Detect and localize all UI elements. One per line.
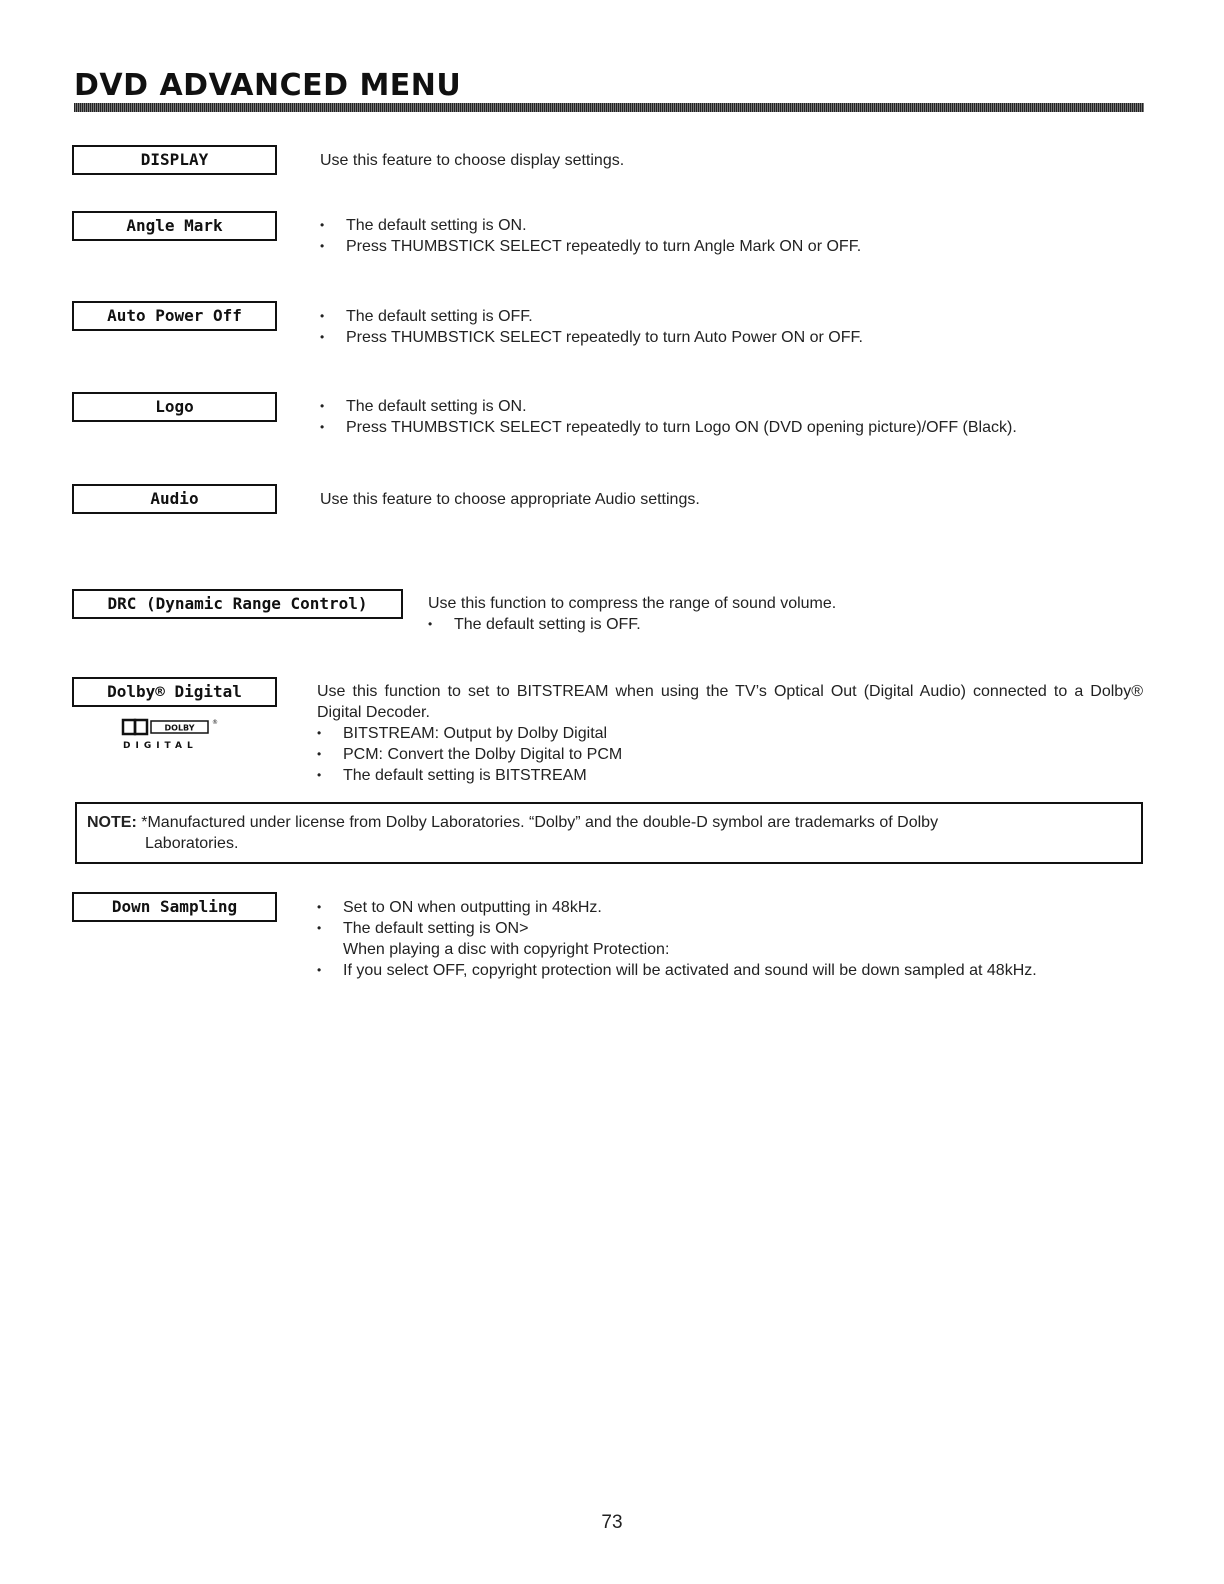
list-item: • The default setting is OFF. (428, 614, 836, 635)
list-item: • If you select OFF, copyright protection will be activated and sound will be down sampled at 48kHz. (317, 960, 1037, 981)
dolby-digital-label-box: Dolby® Digital (72, 677, 277, 707)
audio-description: Use this feature to choose appropriate Audio settings. (320, 491, 700, 508)
list-item: • The default setting is ON. (320, 215, 861, 236)
list-item: • Set to ON when outputting in 48kHz. (317, 897, 1037, 918)
page-title: DVD ADVANCED MENU (74, 68, 462, 103)
list-item: When playing a disc with copyright Protection: (343, 941, 670, 958)
list-item: • Press THUMBSTICK SELECT repeatedly to turn Auto Power ON or OFF. (320, 327, 863, 348)
list-item: • Press THUMBSTICK SELECT repeatedly to turn Logo ON (DVD opening picture)/OFF (Black). (320, 417, 1017, 438)
list-item: • The default setting is OFF. (320, 306, 863, 327)
note-line-1: *Manufactured under license from Dolby Laboratories. “Dolby” and the double-D symbol are trademarks of Dolby (141, 814, 939, 831)
page-number: 73 (601, 1512, 623, 1533)
dolby-caption: DIGITAL (123, 741, 198, 751)
logo-description (320, 396, 1017, 438)
display-description: Use this feature to choose display settings. (320, 152, 625, 169)
drc-text: Use this function to compress the range of sound volume. (428, 595, 837, 612)
audio-label-box: Audio (72, 484, 277, 514)
dolby-badge-text: DOLBY (164, 723, 195, 733)
note-label: NOTE: (87, 814, 137, 831)
list-item: • BITSTREAM: Output by Dolby Digital (317, 723, 1143, 744)
auto-power-off-description (320, 306, 863, 348)
drc-label-box: DRC (Dynamic Range Control) (72, 589, 403, 619)
list-item: • The default setting is BITSTREAM (317, 765, 1143, 786)
note-line-2: Laboratories. (145, 835, 239, 852)
title-underline (74, 103, 1144, 112)
registered-mark: ® (212, 719, 218, 726)
list-item: • PCM: Convert the Dolby Digital to PCM (317, 744, 1143, 765)
auto-power-off-label-box: Auto Power Off (72, 301, 277, 331)
list-item: • The default setting is ON. (320, 396, 1017, 417)
dolby-digital-text: Use this function to set to BITSTREAM when using the TV’s Optical Out (Digital Audio) connected to a Dolby® Digital Decoder. (317, 683, 1143, 721)
down-sampling-label-box: Down Sampling (72, 892, 277, 922)
dolby-digital-description (317, 681, 1143, 786)
dolby-digital-logo (120, 718, 230, 752)
angle-mark-description (320, 215, 861, 257)
list-item: • The default setting is ON> (317, 918, 1037, 939)
list-item: • Press THUMBSTICK SELECT repeatedly to turn Angle Mark ON or OFF. (320, 236, 861, 257)
down-sampling-description (317, 897, 1037, 981)
display-label-box: DISPLAY (72, 145, 277, 175)
drc-description (428, 593, 836, 635)
angle-mark-label-box: Angle Mark (72, 211, 277, 241)
note-box (75, 802, 1143, 864)
logo-label-box: Logo (72, 392, 277, 422)
